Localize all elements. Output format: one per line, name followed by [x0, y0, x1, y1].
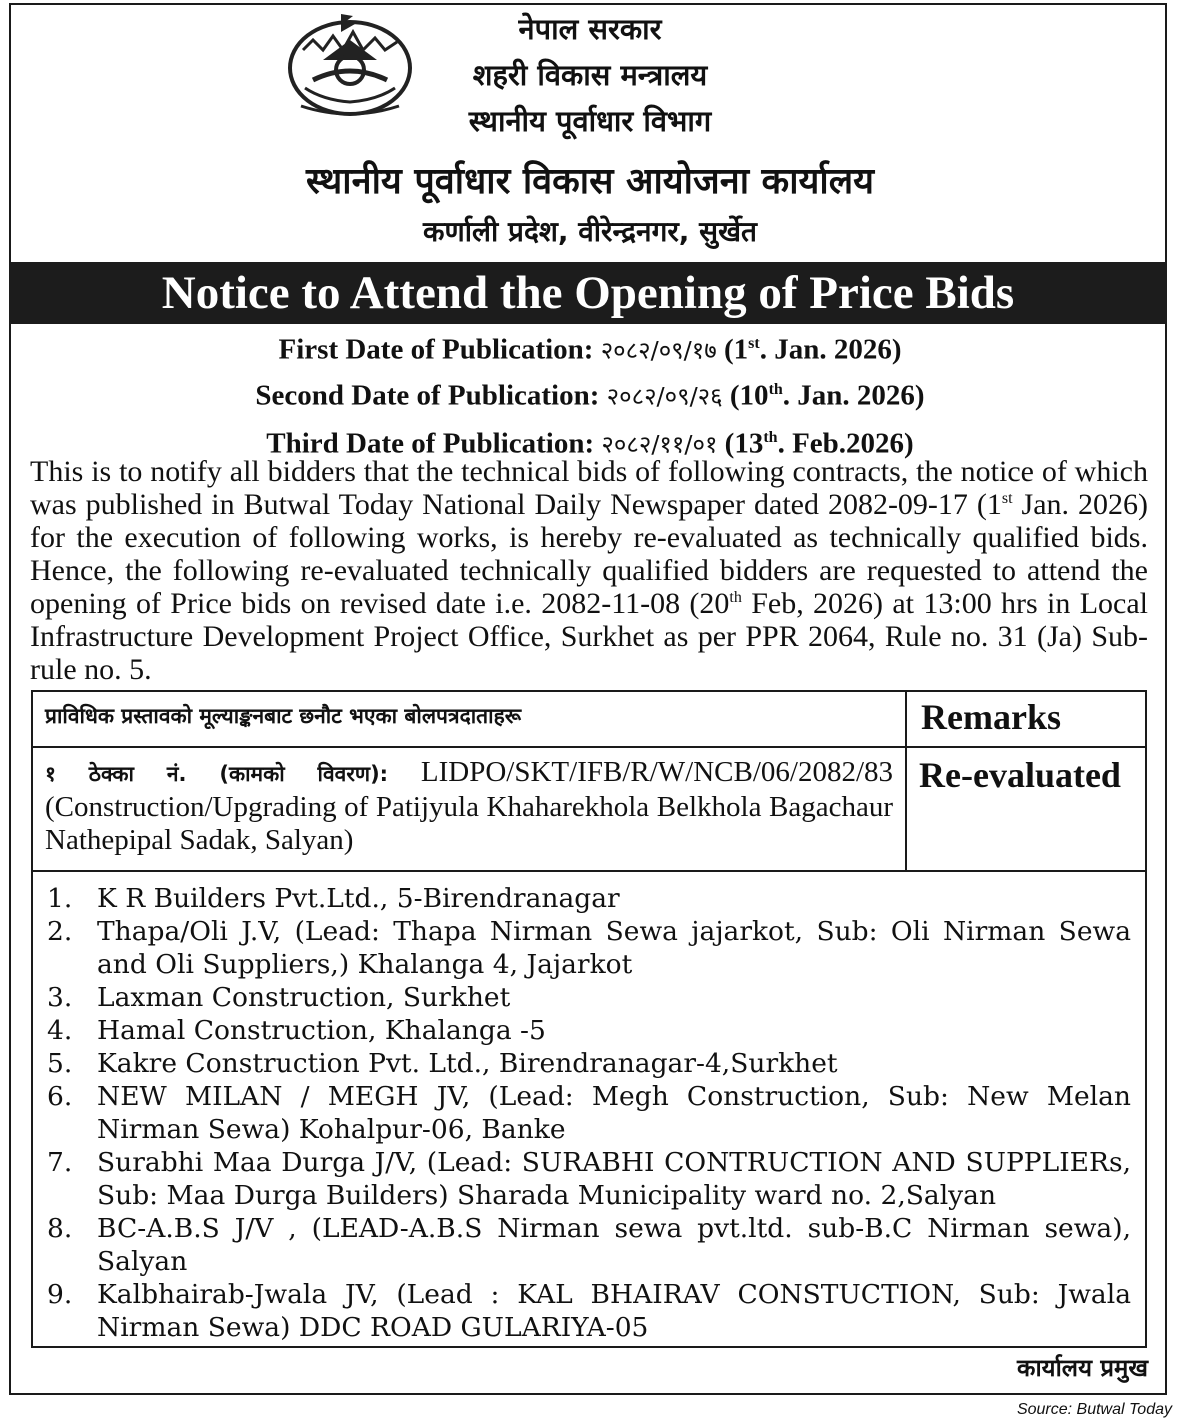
bidder-number: 8.: [47, 1213, 73, 1244]
publication-label: Third Date of Publication:: [266, 427, 595, 460]
english-date-close: . Jan. 2026): [782, 379, 925, 412]
english-date-close: . Feb.2026): [777, 427, 914, 460]
nepali-date: २०८२/११/०१: [601, 430, 718, 459]
source-credit: Source: Butwal Today: [1016, 1401, 1172, 1418]
bidder-text: Thapa/Oli J.V, (Lead: Thapa Nirman Sewa jajarkot, Sub: Oli Nirman Sewa and Oli Suppliers,) Khalanga 4, Jajarkot: [97, 916, 1131, 980]
contract-description: [32, 747, 906, 871]
publication-label: First Date of Publication:: [278, 333, 594, 366]
list-item: [47, 1278, 1131, 1344]
ministry-name: शहरी विकास मन्त्रालय: [472, 58, 708, 92]
list-item: [47, 1146, 1131, 1212]
bidder-number: 5.: [47, 1048, 73, 1079]
list-item: [47, 1047, 1131, 1080]
government-name: नेपाल सरकार: [518, 12, 662, 46]
nepali-date: २०८२/०९/१७: [600, 336, 717, 365]
second-publication-date: [90, 372, 1090, 415]
bidder-number: 4.: [47, 1015, 73, 1046]
bidder-number: 6.: [47, 1081, 73, 1112]
bidder-text: Hamal Construction, Khalanga -5: [97, 1015, 546, 1046]
bidder-text: Laxman Construction, Surkhet: [97, 982, 511, 1013]
english-date-open: (10: [729, 379, 769, 412]
notice-title-banner: Notice to Attend the Opening of Price Bids: [9, 262, 1167, 324]
table-header-row: [32, 691, 1146, 747]
bidder-number: 1.: [47, 883, 73, 914]
bidder-number: 7.: [47, 1147, 73, 1178]
ordinal-suffix: th: [763, 429, 778, 446]
bidders-row: [32, 871, 1146, 1347]
remarks-value: Re-evaluated: [906, 747, 1146, 871]
bidder-list: [47, 882, 1131, 1344]
bidder-number: 3.: [47, 982, 73, 1013]
body-sup-2: th: [729, 589, 742, 606]
body-sup-1: st: [1001, 490, 1013, 507]
bidder-text: Kakre Construction Pvt. Ltd., Birendranagar-4,Surkhet: [97, 1048, 838, 1079]
office-address: कर्णाली प्रदेश, वीरेन्द्रनगर, सुर्खेत: [423, 215, 757, 248]
remarks-header: Remarks: [906, 691, 1146, 747]
qualified-bidders-header: प्राविधिक प्रस्तावको मूल्याङ्कनबाट छनौट भएका बोलपत्रदाताहरू: [32, 691, 906, 747]
english-date-open: (1: [723, 333, 749, 366]
notice-body: [30, 455, 1148, 686]
office-chief-signature: कार्यालय प्रमुख: [1017, 1354, 1148, 1382]
list-item: [47, 1212, 1131, 1278]
ordinal-suffix: th: [768, 381, 783, 398]
list-item: [47, 981, 1131, 1014]
list-item: [47, 1080, 1131, 1146]
list-item: [47, 915, 1131, 981]
english-date-close: . Jan. 2026): [759, 333, 902, 366]
contract-prefix: १ ठेक्का नं. (कामको विवरण):: [45, 762, 389, 786]
contract-row: [32, 747, 1146, 871]
bidder-text: NEW MILAN / MEGH JV, (Lead: Megh Construction, Sub: New Melan Nirman Sewa) Kohalpur-06, Banke: [97, 1081, 1131, 1145]
list-item: [47, 1014, 1131, 1047]
nepali-date: २०८२/०९/२६: [606, 382, 723, 411]
first-publication-date: [90, 326, 1090, 369]
contract-text: LIDPO/SKT/IFB/R/W/NCB/06/2082/83 (Construction/Upgrading of Patijyula Khaharekhola Belkhola Bagachaur Nathepipal Sadak, Salyan): [45, 756, 894, 856]
bidders-cell: [32, 871, 1146, 1347]
bidder-text: K R Builders Pvt.Ltd., 5-Birendranagar: [97, 883, 620, 914]
ordinal-suffix: st: [748, 335, 760, 352]
office-title: स्थानीय पूर्वाधार विकास आयोजना कार्यालय: [305, 161, 875, 202]
department-name: स्थानीय पूर्वाधार विभाग: [468, 104, 712, 138]
bidder-number: 2.: [47, 916, 73, 947]
bidder-text: Kalbhairab-Jwala JV, (Lead : KAL BHAIRAV CONSTUCTION, Sub: Jwala Nirman Sewa) DDC ROAD GULARIYA-05: [97, 1279, 1131, 1343]
body-part-1: This is to notify all bidders that the technical bids of following contracts, the notice of which was published in Butwal Today National Daily Newspaper dated 2082-09-17 (1: [30, 455, 1148, 521]
list-item: [47, 882, 1131, 915]
bidder-text: Surabhi Maa Durga J/V, (Lead: SURABHI CONTRUCTION AND SUPPLIERs, Sub: Maa Durga Builders) Sharada Municipality ward no. 2,Salyan: [97, 1147, 1131, 1211]
body-part-2: Jan. 2026) for the execution of following works, is hereby re-evaluated as technically qualified bids. Hence, the following re-evaluated technically qualified bidders are requested to attend the opening of Price bids on revised date i.e. 2082-11-08 (20: [30, 488, 1148, 620]
bidders-table: [31, 690, 1147, 1348]
english-date-open: (13: [724, 427, 764, 460]
publication-label: Second Date of Publication:: [255, 379, 600, 412]
body-part-3: Feb, 2026) at 13:00 hrs in Local Infrastructure Development Project Office, Surkhet as per PPR 2064, Rule no. 31 (Ja) Sub-rule no. 5.: [30, 587, 1148, 686]
bidder-number: 9.: [47, 1279, 73, 1310]
bidder-text: BC-A.B.S J/V , (LEAD-A.B.S Nirman sewa pvt.ltd. sub-B.C Nirman sewa), Salyan: [97, 1213, 1131, 1277]
